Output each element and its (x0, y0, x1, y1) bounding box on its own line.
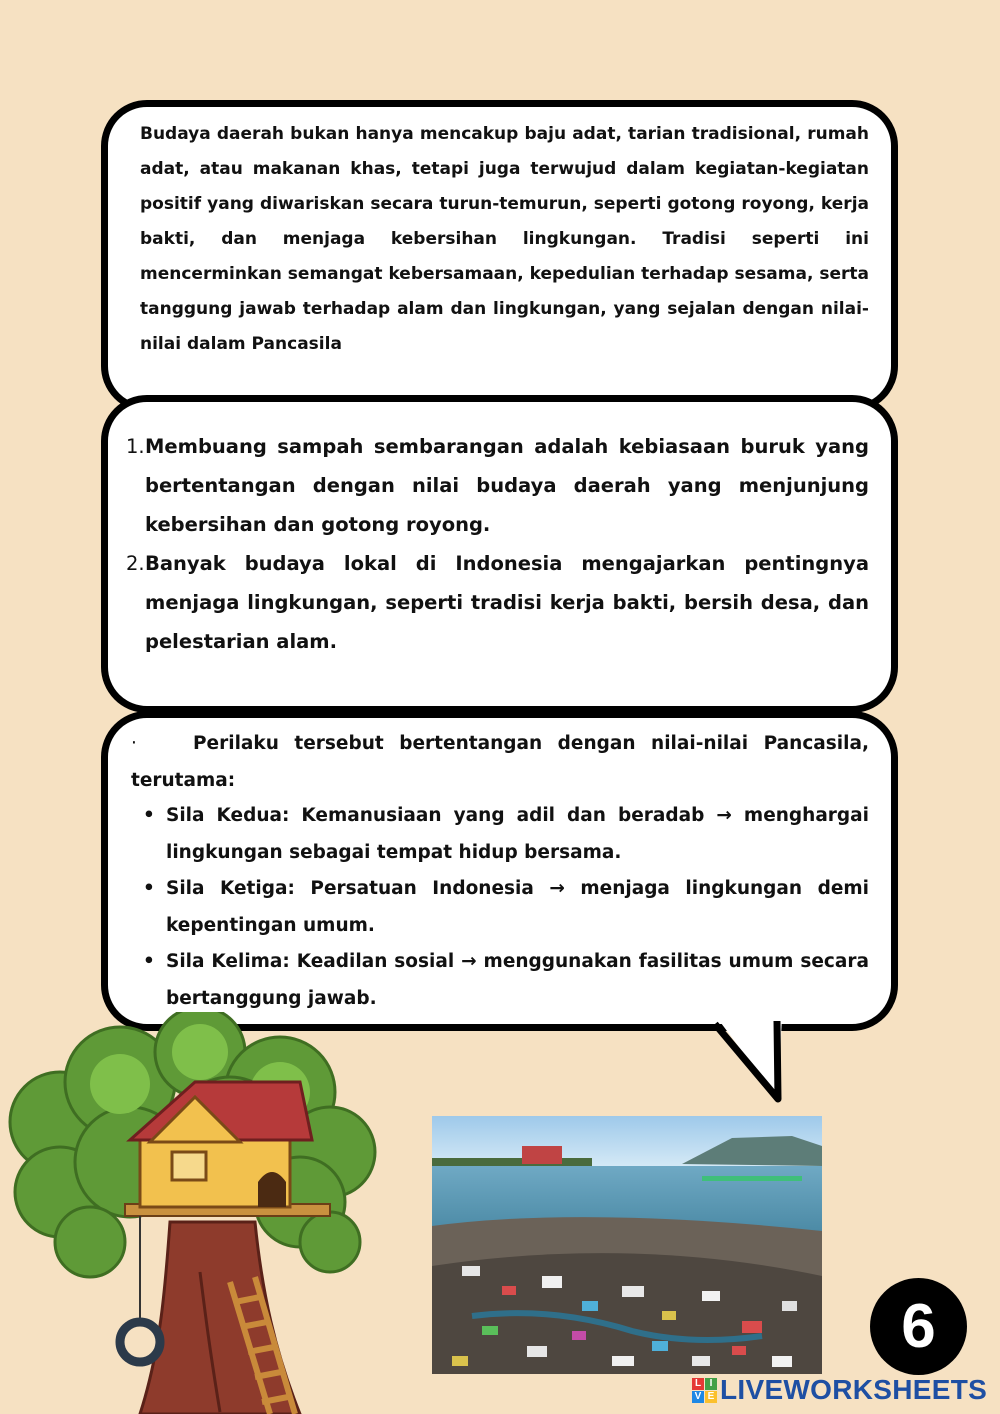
liveworksheets-logo-icon (692, 1378, 717, 1403)
item-number: 2. (126, 552, 145, 575)
sila-text: Sila Kedua: Kemanusiaan yang adil dan beradab → menghargai lingkungan sebagai tempat hidup bersama. (166, 805, 869, 863)
speech-bubble-tail (700, 1015, 820, 1105)
bullet: • (143, 951, 155, 972)
list-item (143, 798, 869, 871)
sila-list (143, 798, 869, 1017)
liveworksheets-footer[interactable] (692, 1373, 987, 1407)
polluted-beach-photo (432, 1116, 822, 1374)
lead-text: Perilaku tersebut bertentangan dengan nilai-nilai Pancasila, terutama: (131, 733, 869, 791)
logo-letter: I (705, 1378, 717, 1390)
logo-letter: E (705, 1391, 717, 1403)
list-item (126, 544, 869, 661)
sila-text: Sila Ketiga: Persatuan Indonesia → menjaga lingkungan demi kepentingan umum. (166, 878, 869, 936)
bullet: • (143, 805, 155, 826)
item-number: 1. (126, 435, 145, 458)
logo-letter: L (692, 1378, 704, 1390)
brand-name: LIVEWORKSHEETS (720, 1374, 988, 1405)
intro-paragraph: Budaya daerah bukan hanya mencakup baju adat, tarian tradisional, rumah adat, atau makanan khas, tetapi juga terwujud dalam kegiatan-kegiatan positif yang diwariskan secara turun-temurun, seperti gotong royong, kerja bakti, dan menjaga kebersihan lingkungan. Tradisi seperti ini mencerminkan semangat kebersamaan, kepedulian terhadap sesama, serta tanggung jawab terhadap alam dan lingkungan, yang sejalan dengan nilai-nilai dalam Pancasila (140, 124, 869, 354)
item-text: Banyak budaya lokal di Indonesia mengajarkan pentingnya menjaga lingkungan, seperti tradisi kerja bakti, bersih desa, dan pelestarian alam. (145, 552, 869, 653)
sila-text: Sila Kelima: Keadilan sosial → menggunakan fasilitas umum secara bertanggung jawab. (166, 951, 869, 1009)
pancasila-lead (131, 726, 869, 799)
item-text: Membuang sampah sembarangan adalah kebiasaan buruk yang bertentangan dengan nilai budaya daerah yang menjunjung kebersihan dan gotong royong. (145, 435, 869, 536)
logo-letter: V (692, 1391, 704, 1403)
list-item (143, 944, 869, 1017)
lead-bullet: · (131, 733, 137, 754)
treehouse-illustration (0, 1012, 390, 1414)
points-list (126, 427, 869, 661)
list-item (143, 871, 869, 944)
page-number-badge: 6 (870, 1278, 967, 1375)
list-item (126, 427, 869, 544)
bullet: • (143, 878, 155, 899)
